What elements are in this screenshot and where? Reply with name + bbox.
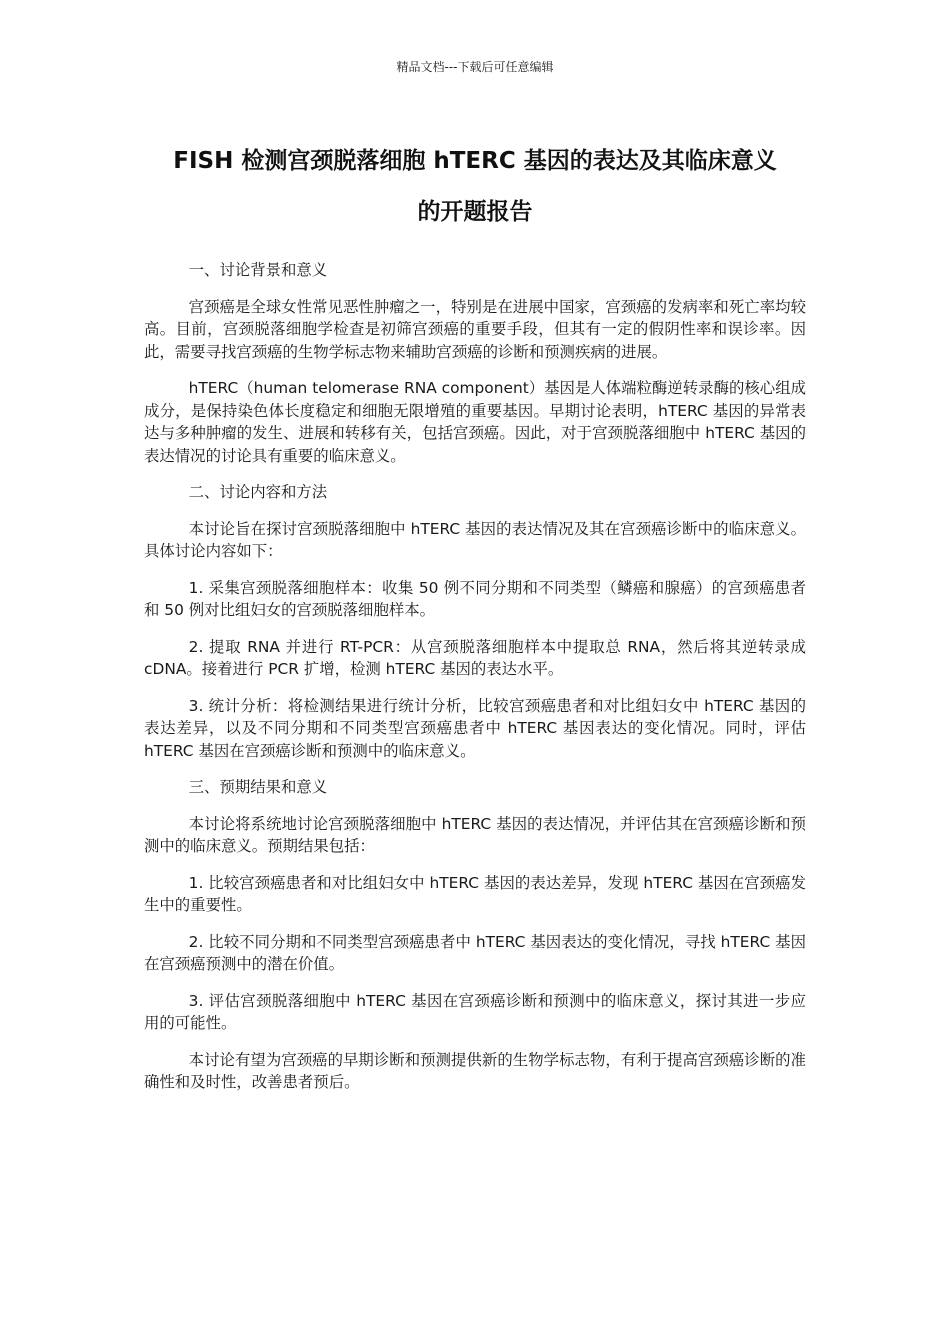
page-header: 精品文档---下载后可任意编辑 — [396, 60, 554, 74]
list-item: 2. 比较不同分期和不同类型宫颈癌患者中 hTERC 基因表达的变化情况，寻找 hTERC 基因在宫颈癌预测中的潜在价值。 — [144, 932, 806, 973]
section-background — [144, 259, 806, 467]
title-line-1: FISH 检测宫颈脱落细胞 hTERC 基因的表达及其临床意义 — [173, 148, 777, 174]
paragraph: 本讨论旨在探讨宫颈脱落细胞中 hTERC 基因的表达情况及其在宫颈癌诊断中的临床意义。具体讨论内容如下： — [144, 519, 806, 560]
paragraph: 本讨论将系统地讨论宫颈脱落细胞中 hTERC 基因的表达情况，并评估其在宫颈癌诊断和预测中的临床意义。预期结果包括： — [144, 814, 806, 855]
paragraph: hTERC（human telomerase RNA component）基因是人体端粒酶逆转录酶的核心组成成分，是保持染色体长度稳定和细胞无限增殖的重要基因。早期讨论表明，hTERC 基因的异常表达与多种肿瘤的发生、进展和转移有关，包括宫颈癌。因此，对于宫颈脱落细胞中 hTERC 基因的表达情况的讨论具有重要的临床意义。 — [144, 379, 806, 465]
section-expected-results — [144, 776, 806, 1094]
paragraph: 宫颈癌是全球女性常见恶性肿瘤之一，特别是在进展中国家，宫颈癌的发病率和死亡率均较高。目前，宫颈脱落细胞学检查是初筛宫颈癌的重要手段，但其有一定的假阴性率和误诊率。因此，需要寻找宫颈癌的生物学标志物来辅助宫颈癌的诊断和预测疾病的进展。 — [144, 297, 806, 361]
list-item: 1. 比较宫颈癌患者和对比组妇女中 hTERC 基因的表达差异，发现 hTERC 基因在宫颈癌发生中的重要性。 — [144, 873, 806, 914]
section-methods — [144, 481, 806, 762]
list-item: 2. 提取 RNA 并进行 RT-PCR：从宫颈脱落细胞样本中提取总 RNA，然后将其逆转录成 cDNA。接着进行 PCR 扩增，检测 hTERC 基因的表达水平。 — [144, 637, 806, 678]
list-item: 1. 采集宫颈脱落细胞样本：收集 50 例不同分期和不同类型（鳞癌和腺癌）的宫颈癌患者和 50 例对比组妇女的宫颈脱落细胞样本。 — [144, 578, 806, 619]
section-heading: 一、讨论背景和意义 — [188, 261, 328, 279]
document-body — [144, 259, 806, 1108]
list-item: 3. 统计分析：将检测结果进行统计分析，比较宫颈癌患者和对比组妇女中 hTERC 基因的表达差异，以及不同分期和不同类型宫颈癌患者中 hTERC 基因表达的变化情况。同时，评估 hTERC 基因在宫颈癌诊断和预测中的临床意义。 — [144, 696, 806, 760]
title-line-2: 的开题报告 — [417, 199, 533, 225]
list-item: 3. 评估宫颈脱落细胞中 hTERC 基因在宫颈癌诊断和预测中的临床意义，探讨其进一步应用的可能性。 — [144, 991, 806, 1032]
section-heading: 二、讨论内容和方法 — [188, 483, 328, 501]
paragraph: 本讨论有望为宫颈癌的早期诊断和预测提供新的生物学标志物，有利于提高宫颈癌诊断的准确性和及时性，改善患者预后。 — [144, 1050, 806, 1091]
section-heading: 三、预期结果和意义 — [188, 778, 328, 796]
document-title — [100, 136, 850, 238]
